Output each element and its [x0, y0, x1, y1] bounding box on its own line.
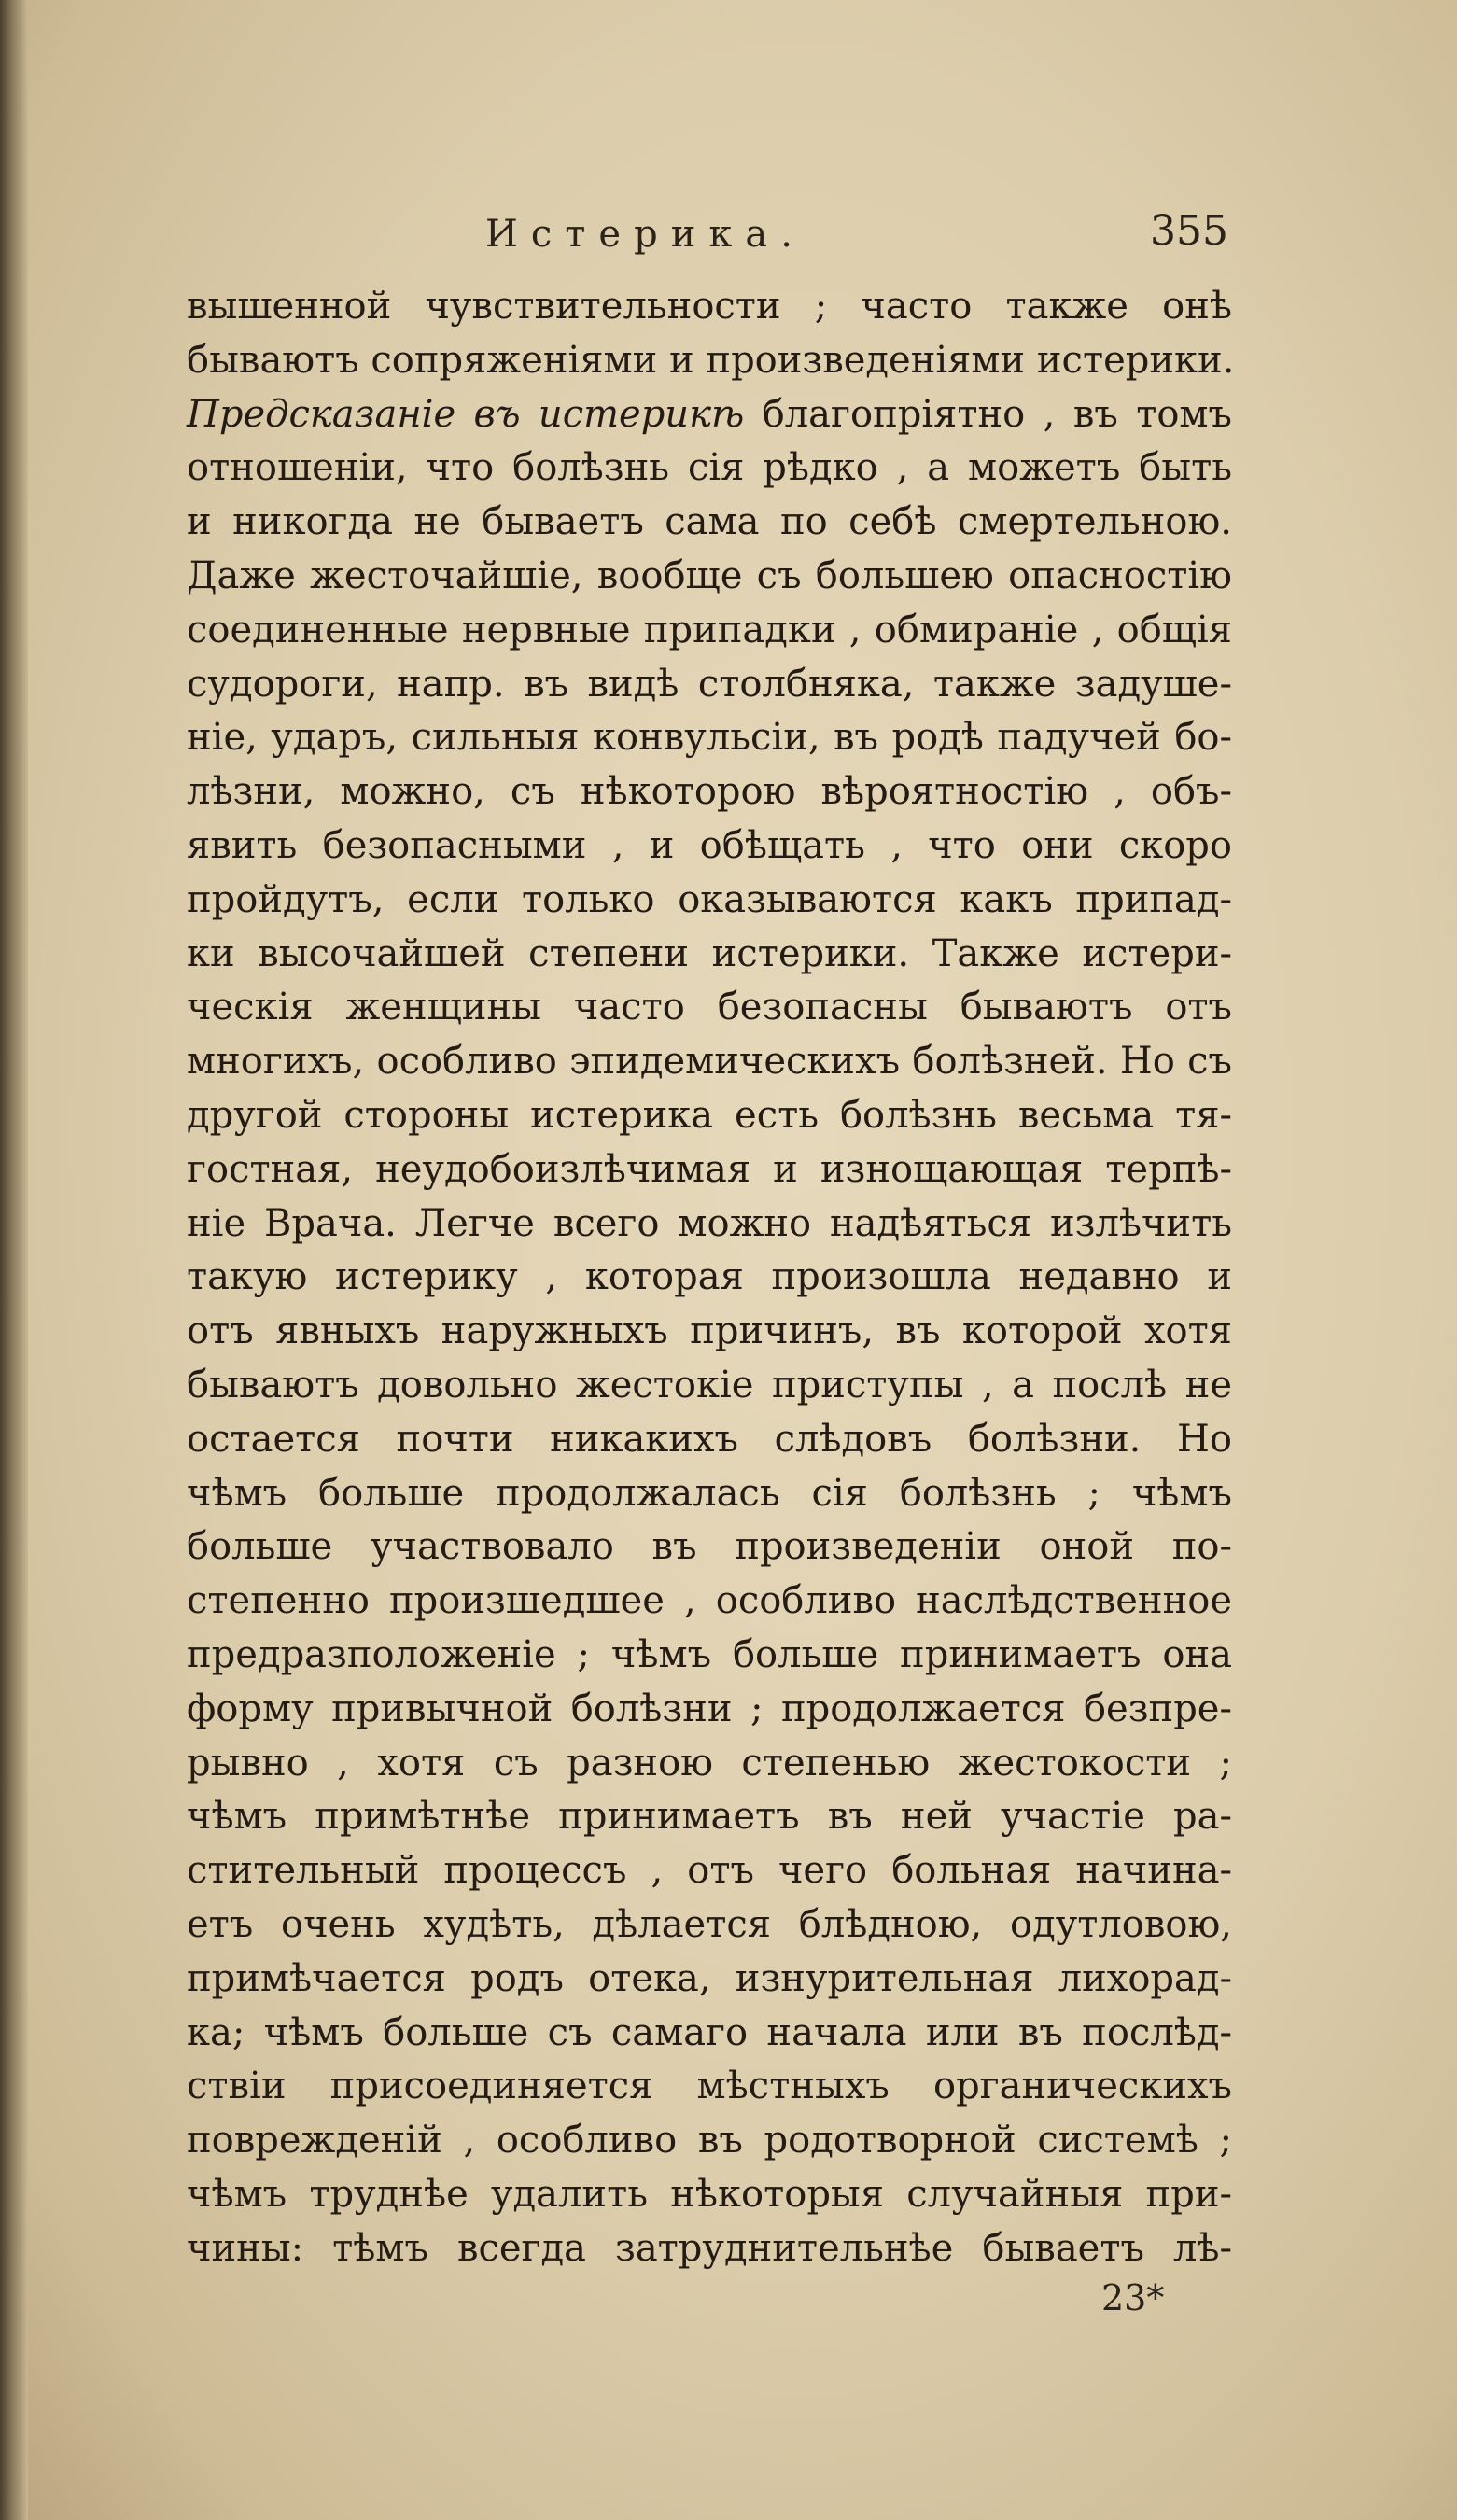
text-line: многихъ, особливо эпидемическихъ болѣзней. Но съ [187, 1040, 1232, 1084]
text-line: отношеніи, что болѣзнь сія рѣдко , а можетъ быть [187, 446, 1232, 490]
italic-lead: Предсказаніе въ истерикѣ [187, 392, 745, 436]
text-line: остается почти никакихъ слѣдовъ болѣзни. Но [187, 1417, 1232, 1461]
page-header [0, 207, 1457, 263]
text-line: чѣмъ труднѣе удалить нѣкоторыя случайныя при- [187, 2172, 1232, 2216]
text-line: ка; чѣмъ больше съ самаго начала или въ послѣд- [187, 2010, 1232, 2054]
text-line: степенно произшедшее , особливо наслѣдственное [187, 1579, 1232, 1623]
text-line: ствіи присоединяется мѣстныхъ органическихъ [187, 2065, 1232, 2108]
text-line: соединенные нервные припадки , обмираніе , общія [187, 608, 1232, 651]
text-line-rest: благопріятно , въ томъ [762, 392, 1232, 436]
text-line: ніе Врача. Легче всего можно надѣяться излѣчить [187, 1201, 1232, 1245]
text-line: пройдутъ, если только оказываются какъ припад- [187, 877, 1232, 921]
body-text [187, 280, 1235, 2275]
text-line: предразположеніе ; чѣмъ больше принимаетъ она [187, 1632, 1232, 1676]
text-line: форму привычной болѣзни ; продолжается безпре- [187, 1687, 1232, 1730]
text-line: судороги, напр. въ видѣ столбняка, также задуше- [187, 662, 1232, 706]
text-line: ніе, ударъ, сильныя конвульсіи, въ родѣ падучей бо- [187, 716, 1232, 760]
text-line: явить безопасными , и обѣщать , что они скоро [187, 823, 1232, 867]
text-line: Даже жесточайшіе, вообще съ большею опасностію [187, 553, 1232, 597]
text-line: такую истерику , которая произошла недавно и [187, 1255, 1232, 1299]
text-line-with-italic-lead [187, 388, 1232, 442]
text-line: чины: тѣмъ всегда затруднительнѣе бываетъ лѣ- [187, 2226, 1232, 2270]
text-line: больше участвовало въ произведеніи оной по- [187, 1525, 1232, 1569]
text-line: чѣмъ примѣтнѣе принимаетъ въ ней участіе ра- [187, 1795, 1232, 1839]
text-line: вышенной чувствительности ; часто также онѣ [187, 285, 1232, 328]
page-number: 355 [1150, 207, 1228, 255]
text-line: бываютъ довольно жестокіе приступы , а послѣ не [187, 1363, 1232, 1407]
text-line: лѣзни, можно, съ нѣкоторою вѣроятностію , объ- [187, 770, 1232, 814]
text-line: рывно , хотя съ разною степенью жестокости ; [187, 1741, 1232, 1785]
text-line: и никогда не бываетъ сама по себѣ смертельною. [187, 500, 1232, 544]
text-line: бываютъ сопряженіями и произведеніями истерики. [187, 338, 1235, 382]
text-line: ки высочайшей степени истерики. Также истери- [187, 931, 1232, 975]
text-line: примѣчается родъ отека, изнурительная лихорад- [187, 1956, 1232, 2000]
text-line: отъ явныхъ наружныхъ причинъ, въ которой хотя [187, 1309, 1232, 1353]
running-head: Истерика. [485, 213, 806, 256]
text-line: другой стороны истерика есть болѣзнь весьма тя- [187, 1093, 1232, 1137]
text-line: стительный процессъ , отъ чего больная начина- [187, 1849, 1232, 1893]
text-line: чѣмъ больше продолжалась сія болѣзнь ; чѣмъ [187, 1471, 1232, 1515]
text-line: ческія женщины часто безопасны бываютъ отъ [187, 986, 1232, 1029]
signature-mark: 23* [1101, 2277, 1165, 2318]
page-gutter-shadow [0, 0, 28, 2520]
text-line: етъ очень худѣть, дѣлается блѣдною, одутловою, [187, 1902, 1232, 1946]
text-line: поврежденій , особливо въ родотворной системѣ ; [187, 2119, 1232, 2163]
text-line: гостная, неудобоизлѣчимая и изнощающая терпѣ- [187, 1147, 1232, 1191]
